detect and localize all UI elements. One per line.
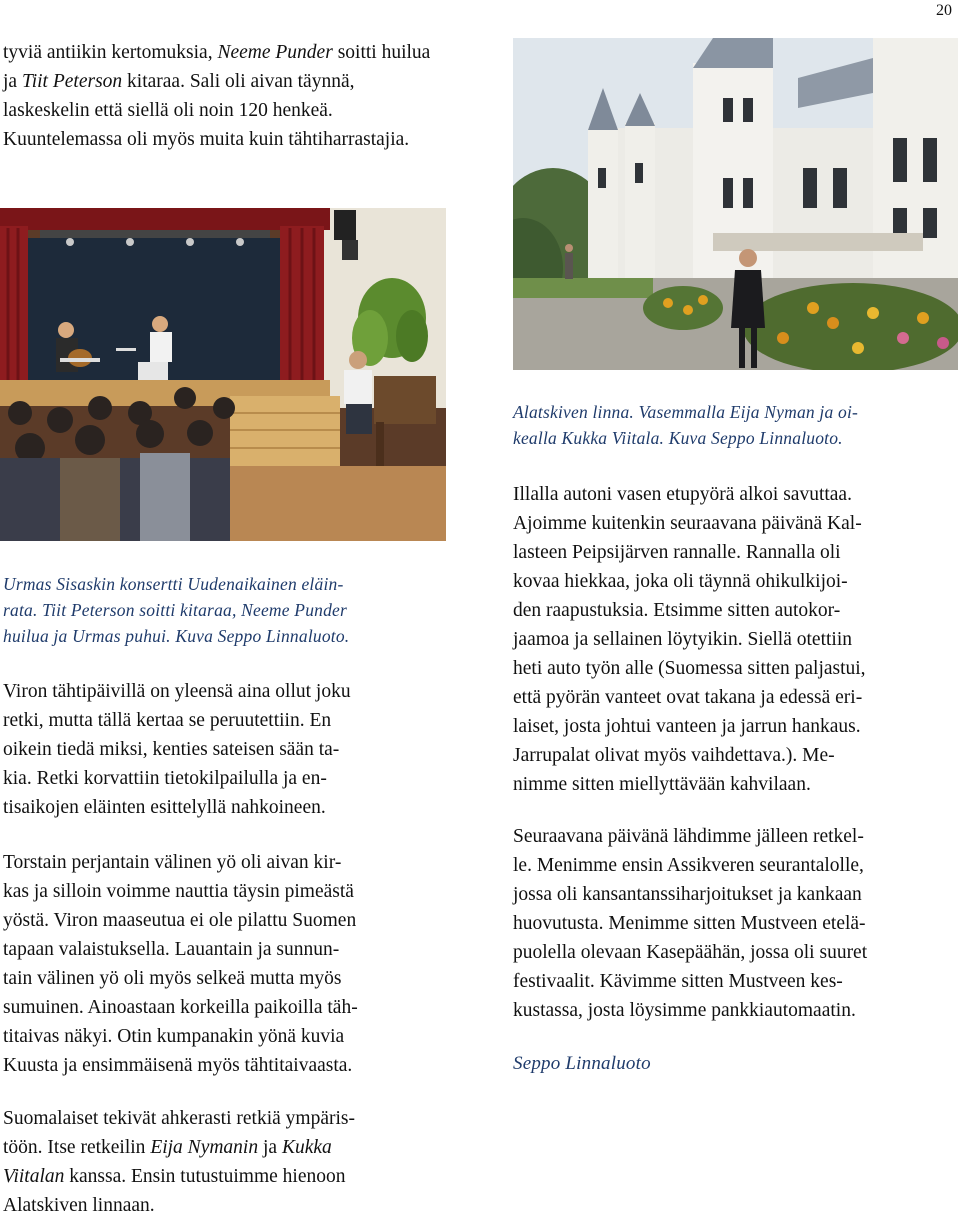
text-line: kustassa, josta löysimme pankkiautomaatin. xyxy=(513,1000,856,1021)
text-line: Ajoimme kuitenkin seuraavana päivänä Kal- xyxy=(513,513,862,534)
caption-line: rata. Tiit Peterson soitti kitaraa, Neeme Punder xyxy=(3,600,348,620)
text-line: titaivas näkyi. Otin kumpanakin yönä kuvia xyxy=(3,1026,345,1047)
concert-photo xyxy=(0,208,446,541)
caption-line: kealla Kukka Viitala. Kuva Seppo Linnaluoto. xyxy=(513,428,843,448)
caption-line: huilua ja Urmas puhui. Kuva Seppo Linnaluoto. xyxy=(3,626,350,646)
name-emphasis: Neeme Punder xyxy=(217,42,333,63)
text-line: kas ja silloin voimme nauttia täysin pimeästä xyxy=(3,881,354,902)
name-emphasis: Tiit Peterson xyxy=(21,71,123,92)
text-line: Jarrupalat olivat myös vaihdettava.). Me- xyxy=(513,745,835,766)
text-line: festivaalit. Kävimme sitten Mustveen kes- xyxy=(513,971,843,992)
text-line: Viron tähtipäivillä on yleensä aina ollut joku xyxy=(3,681,351,702)
text-line: huovutusta. Menimme sitten Mustveen etelä- xyxy=(513,913,866,934)
night-paragraph xyxy=(3,848,448,1080)
text-line: heti auto työn alle (Suomessa sitten paljastui, xyxy=(513,658,866,679)
text-line: Seuraavana päivänä lähdimme jälleen retkel- xyxy=(513,826,864,847)
caption-line: Alatskiven linna. Vasemmalla Eija Nyman ja oi- xyxy=(513,402,859,422)
text-line: sumuinen. Ainoastaan korkeilla paikoilla täh- xyxy=(3,997,358,1018)
text-line: kia. Retki korvattiin tietokilpailulla ja en- xyxy=(3,768,327,789)
text-line: Kuusta ja ensimmäisenä myös tähtitaivaasta. xyxy=(3,1055,353,1076)
castle-caption xyxy=(513,399,958,451)
text-line: yöstä. Viron maaseutua ei ole pilattu Suomen xyxy=(3,910,357,931)
text-segment: soitti huilua ja xyxy=(3,42,431,92)
trip-paragraph xyxy=(3,1104,453,1220)
name-emphasis: Eija Nymanin xyxy=(150,1137,259,1158)
text-line: että pyörän vanteet ovat takana ja edessä eri- xyxy=(513,687,863,708)
text-segment: tyviä antiikin kertomuksia, xyxy=(3,42,218,63)
text-line: lasteen Peipsijärven rannalle. Rannalla oli xyxy=(513,542,841,563)
excursion-paragraph xyxy=(3,677,448,822)
text-line: Torstain perjantain välinen yö oli aivan kir- xyxy=(3,852,342,873)
text-segment: Suomalaiset tekivät ahkerasti retkiä ympäris- töön. Itse retkeilin xyxy=(3,1108,355,1158)
concert-caption xyxy=(3,571,448,649)
text-line: oikein tiedä miksi, kenties sateisen sään ta- xyxy=(3,739,340,760)
text-line: retki, mutta tällä kertaa se peruutettiin. En xyxy=(3,710,332,731)
text-line: Illalla autoni vasen etupyörä alkoi savuttaa. xyxy=(513,484,852,505)
castle-photo xyxy=(513,38,958,370)
text-segment: kitaraa. Sali oli aivan täynnä, laskeskelin että siellä oli noin 120 henkeä. Kuuntelemassa oli myös muita kuin tähtiharrastajia. xyxy=(3,71,410,150)
next-day-paragraph xyxy=(513,822,960,1025)
text-line: tapaan valaistuksella. Lauantain ja sunnun- xyxy=(3,939,340,960)
text-line: jossa oli kansantanssiharjoitukset ja kankaan xyxy=(513,884,862,905)
text-line: den raapustuksia. Etsimme sitten autokor- xyxy=(513,600,841,621)
intro-paragraph xyxy=(3,38,443,154)
text-line: laiset, josta johtui vanteen ja jarrun hankaus. xyxy=(513,716,861,737)
text-line: le. Menimme ensin Assikveren seurantalolle, xyxy=(513,855,864,876)
car-paragraph xyxy=(513,480,960,799)
text-line: kovaa hiekkaa, joka oli täynnä ohikulkijoi- xyxy=(513,571,848,592)
text-segment: ja xyxy=(258,1137,282,1158)
text-segment: kanssa. Ensin tutustuimme hienoon Alatskiven linnaan. xyxy=(3,1166,346,1216)
author-signature: Seppo Linnaluoto xyxy=(513,1053,651,1074)
name-emphasis: Kukka Viitalan xyxy=(3,1137,332,1187)
text-line: tain välinen yö oli myös selkeä mutta myös xyxy=(3,968,342,989)
text-line: tisaikojen eläinten esittelyllä nahkoineen. xyxy=(3,797,326,818)
text-line: nimme sitten miellyttävään kahvilaan. xyxy=(513,774,811,795)
page-number: 20 xyxy=(936,2,952,19)
caption-line: Urmas Sisaskin konsertti Uudenaikainen eläin- xyxy=(3,574,344,594)
text-line: puolella olevaan Kasepäähän, jossa oli suuret xyxy=(513,942,868,963)
text-line: jaamoa ja sellainen löytyikin. Siellä otettiin xyxy=(513,629,853,650)
